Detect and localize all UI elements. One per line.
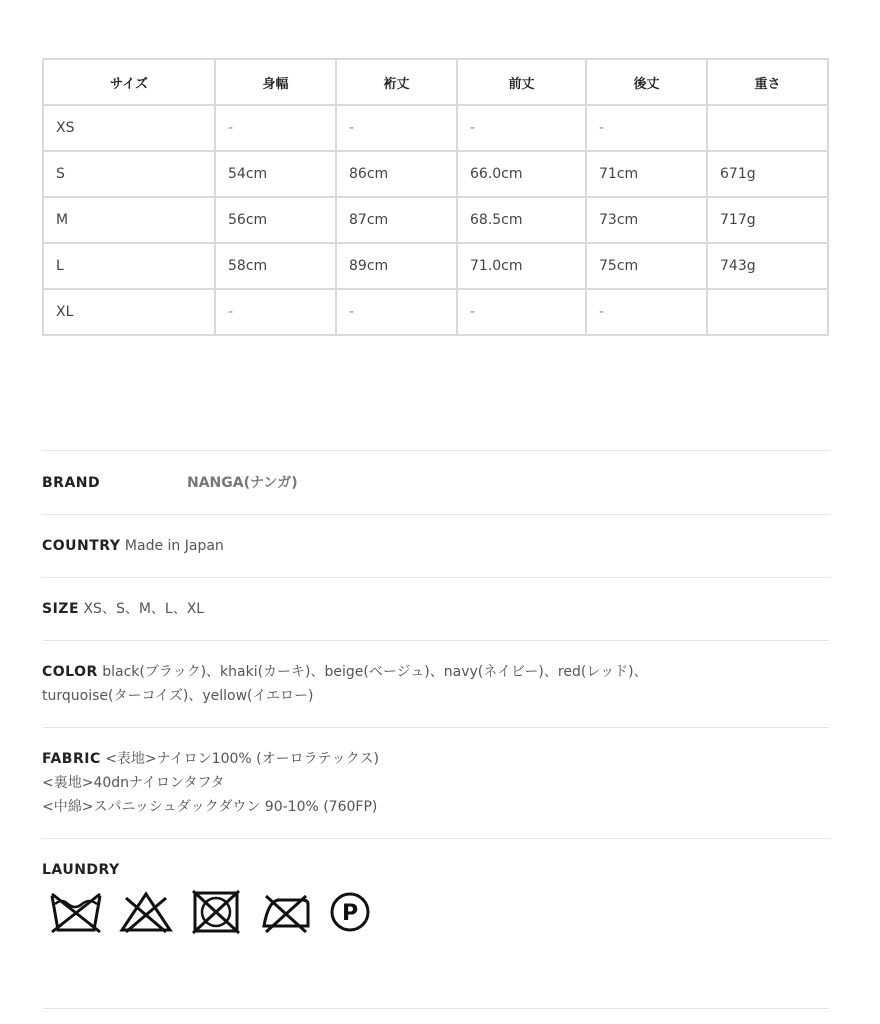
fabric-lining: <裏地>40dnナイロンタフタ: [42, 775, 225, 791]
country-value: Made in Japan: [124, 538, 224, 554]
dry-clean-letter: P: [341, 901, 359, 926]
table-cell: 671g: [707, 151, 828, 197]
do-not-tumble-dry-icon: [188, 890, 244, 934]
divider: [42, 838, 830, 839]
spec-brand: [42, 471, 830, 495]
table-cell: 54cm: [215, 151, 336, 197]
spec-laundry: [42, 858, 830, 882]
table-cell: 717g: [707, 197, 828, 243]
size-table-header-row: [43, 59, 828, 105]
table-cell: -: [336, 105, 457, 151]
brand-value: NANGA(ナンガ): [187, 475, 298, 491]
brand-label: BRAND: [42, 475, 101, 491]
header-size: サイズ: [43, 59, 215, 105]
fabric-filling: <中綿>スパニッシュダックダウン 90-10% (760FP): [42, 799, 378, 815]
table-cell: 743g: [707, 243, 828, 289]
table-row: [43, 243, 828, 289]
spec-fabric: [42, 747, 830, 819]
table-cell: 75cm: [586, 243, 707, 289]
color-value-line1: black(ブラック)、khaki(カーキ)、beige(ベージュ)、navy(ネイビー)、red(レッド)、: [102, 664, 648, 680]
divider: [42, 450, 830, 451]
spec-country: [42, 534, 830, 558]
divider: [42, 640, 830, 641]
table-cell: -: [215, 105, 336, 151]
color-label: COLOR: [42, 664, 98, 680]
table-row: [43, 289, 828, 335]
color-value-line2: turquoise(ターコイズ)、yellow(イエロー): [42, 688, 314, 704]
table-cell: 68.5cm: [457, 197, 586, 243]
professional-dry-clean-p-icon: [328, 890, 372, 934]
divider: [42, 514, 830, 515]
header-sleeve-length: 裄丈: [336, 59, 457, 105]
table-cell: -: [457, 105, 586, 151]
divider: [42, 727, 830, 728]
header-front-length: 前丈: [457, 59, 586, 105]
divider: [42, 577, 830, 578]
laundry-label: LAUNDRY: [42, 862, 120, 878]
laundry-icons: [48, 890, 386, 934]
fabric-label: FABRIC: [42, 751, 101, 767]
table-cell: -: [586, 105, 707, 151]
table-cell: -: [336, 289, 457, 335]
do-not-bleach-icon: [118, 890, 174, 934]
table-cell: [707, 105, 828, 151]
table-row: [43, 151, 828, 197]
table-row: [43, 105, 828, 151]
table-cell: 58cm: [215, 243, 336, 289]
table-row: [43, 197, 828, 243]
table-cell: 71.0cm: [457, 243, 586, 289]
spec-size: [42, 597, 830, 621]
table-cell: M: [43, 197, 215, 243]
table-cell: 73cm: [586, 197, 707, 243]
size-table: [42, 58, 829, 336]
table-cell: 56cm: [215, 197, 336, 243]
table-cell: XS: [43, 105, 215, 151]
table-cell: 86cm: [336, 151, 457, 197]
table-cell: -: [457, 289, 586, 335]
table-cell: [707, 289, 828, 335]
table-cell: XL: [43, 289, 215, 335]
table-cell: 66.0cm: [457, 151, 586, 197]
size-label: SIZE: [42, 601, 80, 617]
do-not-wash-icon: [48, 890, 104, 934]
table-cell: 89cm: [336, 243, 457, 289]
table-cell: -: [586, 289, 707, 335]
country-label: COUNTRY: [42, 538, 121, 554]
divider: [42, 1008, 830, 1009]
header-weight: 重さ: [707, 59, 828, 105]
do-not-iron-icon: [258, 890, 314, 934]
table-cell: 71cm: [586, 151, 707, 197]
size-value: XS、S、M、L、XL: [83, 601, 205, 617]
table-cell: 87cm: [336, 197, 457, 243]
table-cell: L: [43, 243, 215, 289]
header-back-length: 後丈: [586, 59, 707, 105]
table-cell: -: [215, 289, 336, 335]
header-body-width: 身幅: [215, 59, 336, 105]
table-cell: S: [43, 151, 215, 197]
spec-color: [42, 660, 830, 708]
fabric-outer: <表地>ナイロン100% (オーロラテックス): [105, 751, 379, 767]
